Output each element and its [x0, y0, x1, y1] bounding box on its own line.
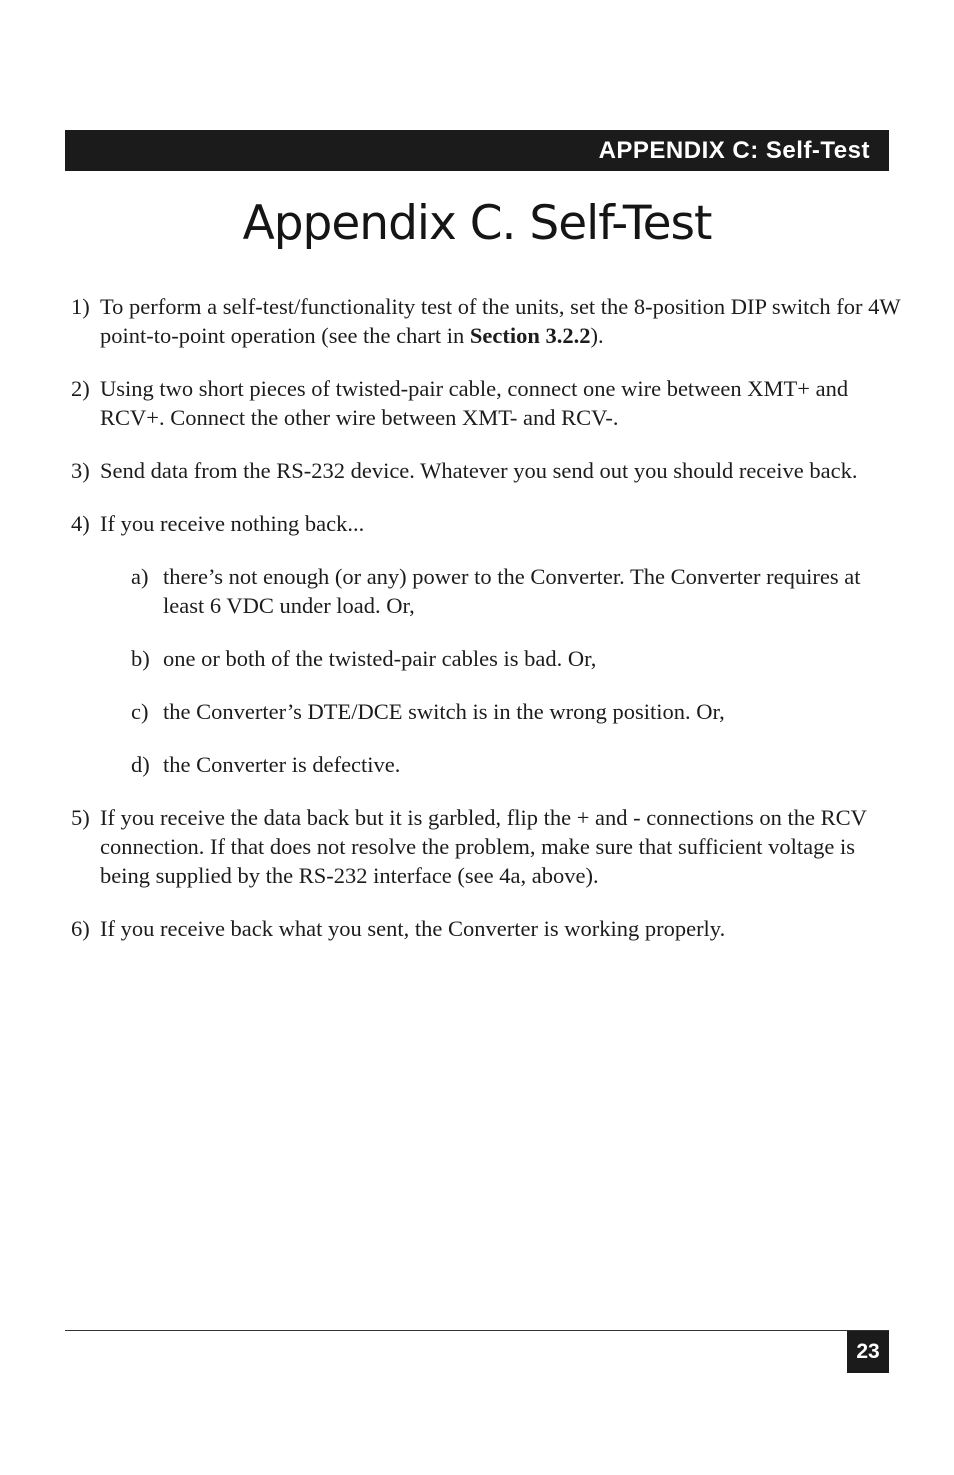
step-2	[71, 374, 901, 432]
page-number	[847, 1331, 889, 1373]
substep-letter: b)	[131, 646, 150, 671]
step-text: If you receive back what you sent, the Converter is working properly.	[100, 916, 726, 941]
page-number-text: 23	[856, 1340, 880, 1363]
step-text	[100, 292, 901, 350]
step-text-tail: ).	[590, 323, 604, 348]
step-text: Using two short pieces of twisted-pair cable, connect one wire between XMT+ and RCV+. Connect the other wire between XMT- and RCV-.	[100, 376, 849, 430]
step-4	[71, 509, 901, 538]
substep-d	[131, 750, 901, 779]
substep-text: one or both of the twisted-pair cables is bad. Or,	[163, 646, 597, 671]
footer-rule	[65, 1330, 889, 1331]
step-5	[71, 803, 901, 890]
steps-list	[71, 292, 901, 967]
running-header-title: APPENDIX C: Self-Test	[598, 136, 870, 164]
substep-b	[131, 644, 901, 673]
step-text: If you receive the data back but it is garbled, flip the + and - connections on the RCV connection. If that does not resolve the problem, make sure that sufficient voltage is being supplied by the RS-232 interface (see 4a, above).	[100, 805, 867, 888]
step-number: 3)	[71, 458, 90, 483]
substep-text: the Converter’s DTE/DCE switch is in the wrong position. Or,	[163, 699, 725, 724]
section-reference: Section 3.2.2	[469, 323, 591, 348]
substep-text: there’s not enough (or any) power to the Converter. The Converter requires at least 6 VDC under load. Or,	[163, 564, 861, 618]
step-6	[71, 914, 901, 943]
substep-a	[131, 562, 901, 620]
step-text: Send data from the RS-232 device. Whatever you send out you should receive back.	[100, 458, 858, 483]
substep-text: the Converter is defective.	[163, 752, 401, 777]
page-title: Appendix C. Self-Test	[242, 196, 712, 251]
step-number: 6)	[71, 916, 90, 941]
step-number: 2)	[71, 376, 90, 401]
substep-letter: c)	[131, 699, 149, 724]
running-header	[65, 130, 889, 171]
step-text-main: To perform a self-test/functionality test of the units, set the 8-position DIP switch for 4W point-to-point operation (see the chart in	[100, 294, 901, 348]
substep-c	[131, 697, 901, 726]
step-number: 5)	[71, 805, 90, 830]
substeps-list	[131, 562, 901, 779]
step-1	[71, 292, 901, 350]
step-3	[71, 456, 901, 485]
step-number: 1)	[71, 294, 90, 319]
substep-letter: d)	[131, 752, 150, 777]
substep-letter: a)	[131, 564, 149, 589]
step-number: 4)	[71, 511, 90, 536]
step-text: If you receive nothing back...	[100, 511, 365, 536]
